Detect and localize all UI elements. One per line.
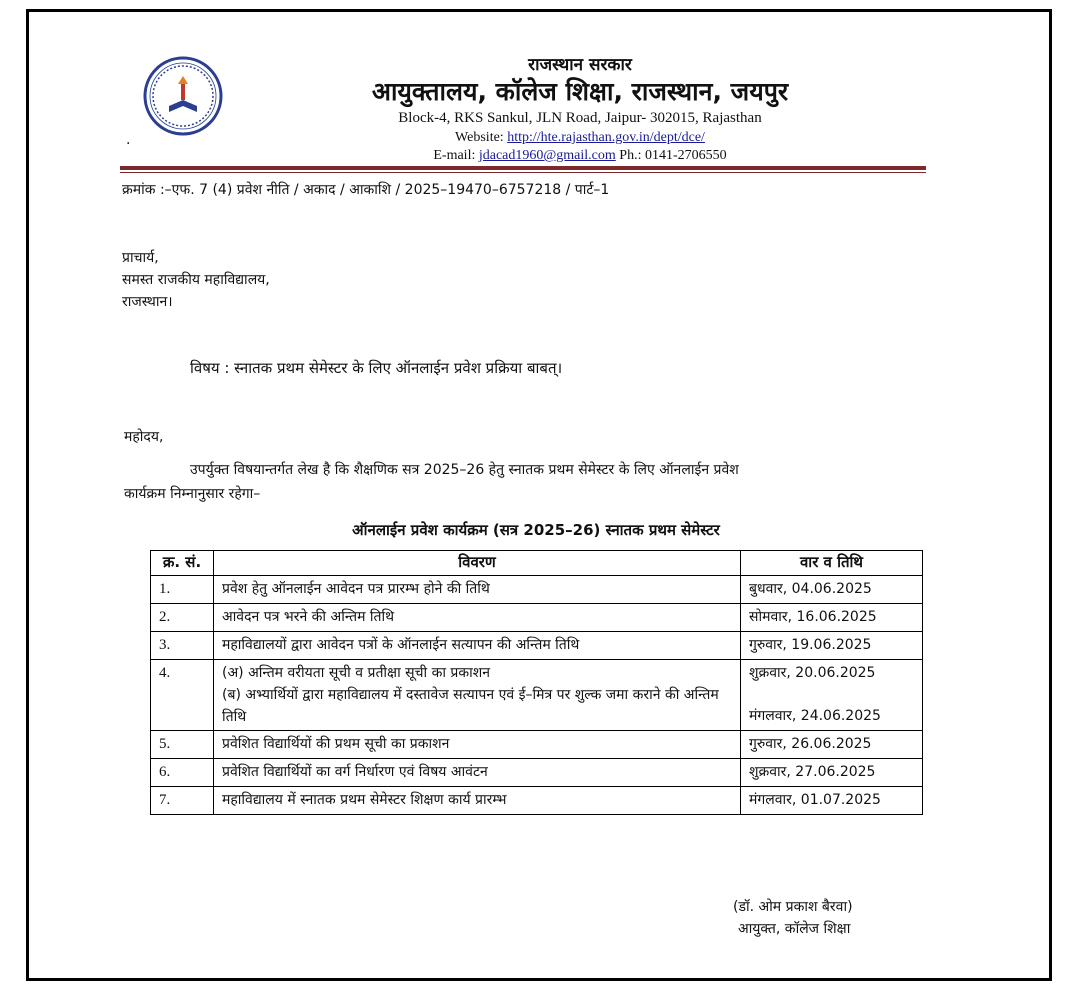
- column-header-date: वार व तिथि: [741, 551, 923, 576]
- reference-number: क्रमांक :–एफ. 7 (4) प्रवेश नीति / अकाद / आकाशि / 2025–19470–6757218 / पार्ट–1: [122, 182, 610, 198]
- signatory-name: (डॉ. ओम प्रकाश बैरवा): [733, 899, 853, 915]
- row-date: बुधवार, 04.06.2025: [741, 576, 923, 604]
- letter-subject: विषय : स्नातक प्रथम सेमेस्टर के लिए ऑनलाईन प्रवेश प्रक्रिया बाबत्।: [190, 359, 563, 377]
- department-emblem-icon: [143, 56, 223, 136]
- body-paragraph-line: कार्यक्रम निम्नानुसार रहेगा–: [124, 486, 261, 502]
- header-office-title: आयुक्तालय, कॉलेज शिक्षा, राजस्थान, जयपुर: [371, 77, 789, 106]
- table-row: [151, 660, 923, 731]
- row-description: प्रवेशित विद्यार्थियों का वर्ग निर्धारण एवं विषय आवंटन: [214, 759, 741, 787]
- body-paragraph-line: उपर्युक्त विषयान्तर्गत लेख है कि शैक्षणिक सत्र 2025–26 हेतु स्नातक प्रथम सेमेस्टर के लिए ऑनलाईन प्रवेश: [190, 462, 739, 478]
- row-date: सोमवार, 16.06.2025: [741, 604, 923, 632]
- row-serial: 2.: [151, 604, 214, 632]
- salutation: महोदय,: [124, 429, 164, 445]
- column-header-description: विवरण: [214, 551, 741, 576]
- table-row: [151, 604, 923, 632]
- table-row: [151, 632, 923, 660]
- header-rule-thin: [120, 172, 926, 173]
- addressee-line: राजस्थान।: [122, 294, 173, 310]
- table-row: [151, 787, 923, 815]
- header-govt: राजस्थान सरकार: [528, 55, 632, 75]
- email-label: E-mail:: [433, 148, 476, 163]
- row-date: गुरुवार, 26.06.2025: [741, 731, 923, 759]
- signatory-designation: आयुक्त, कॉलेज शिक्षा: [738, 921, 851, 937]
- row-description: प्रवेश हेतु ऑनलाईन आवेदन पत्र प्रारम्भ होने की तिथि: [214, 576, 741, 604]
- row-description: आवेदन पत्र भरने की अन्तिम तिथि: [214, 604, 741, 632]
- header-address: Block-4, RKS Sankul, JLN Road, Jaipur- 302015, Rajasthan: [398, 110, 762, 126]
- row-date: शुक्रवार, 27.06.2025: [741, 759, 923, 787]
- row-date: मंगलवार, 01.07.2025: [741, 787, 923, 815]
- addressee-line: प्राचार्य,: [122, 250, 159, 266]
- row-serial: 1.: [151, 576, 214, 604]
- row-date: [741, 660, 923, 731]
- row-serial: 5.: [151, 731, 214, 759]
- header-rule-thick: [120, 166, 926, 170]
- header-contact-line: [330, 148, 830, 164]
- row-serial: 6.: [151, 759, 214, 787]
- row-description: महाविद्यालय में स्नातक प्रथम सेमेस्टर शिक्षण कार्य प्रारम्भ: [214, 787, 741, 815]
- email-link[interactable]: jdacad1960@gmail.com: [478, 148, 616, 163]
- table-row: [151, 731, 923, 759]
- schedule-title: ऑनलाईन प्रवेश कार्यक्रम (सत्र 2025–26) स्नातक प्रथम सेमेस्टर: [352, 521, 720, 539]
- table-row: [151, 576, 923, 604]
- row-serial: 4.: [151, 660, 214, 731]
- schedule-table: [150, 550, 923, 815]
- header-website-line: [330, 130, 830, 146]
- row-description-part-b: (ब) अभ्यार्थियों द्वारा महाविद्यालय में दस्तावेज सत्यापन एवं ई–मित्र पर शुल्क जमा कराने की अन्तिम तिथि: [222, 687, 719, 725]
- table-row: [151, 759, 923, 787]
- stray-mark: .: [126, 132, 131, 148]
- row-description: प्रवेशित विद्यार्थियों की प्रथम सूची का प्रकाशन: [214, 731, 741, 759]
- row-description: [214, 660, 741, 731]
- row-serial: 3.: [151, 632, 214, 660]
- row-serial: 7.: [151, 787, 214, 815]
- website-label: Website:: [455, 130, 504, 145]
- table-header-row: [151, 551, 923, 576]
- row-date: गुरुवार, 19.06.2025: [741, 632, 923, 660]
- row-description: महाविद्यालयों द्वारा आवेदन पत्रों के ऑनलाईन सत्यापन की अन्तिम तिथि: [214, 632, 741, 660]
- website-link[interactable]: http://hte.rajasthan.gov.in/dept/dce/: [507, 130, 705, 145]
- phone-number: Ph.: 0141-2706550: [619, 148, 727, 163]
- row-date-part-a: शुक्रवार, 20.06.2025: [749, 665, 876, 681]
- addressee-line: समस्त राजकीय महाविद्यालय,: [122, 272, 270, 288]
- column-header-serial: क्र. सं.: [151, 551, 214, 576]
- row-date-part-b: मंगलवार, 24.06.2025: [749, 708, 881, 724]
- row-description-part-a: (अ) अन्तिम वरीयता सूची व प्रतीक्षा सूची का प्रकाशन: [222, 665, 491, 681]
